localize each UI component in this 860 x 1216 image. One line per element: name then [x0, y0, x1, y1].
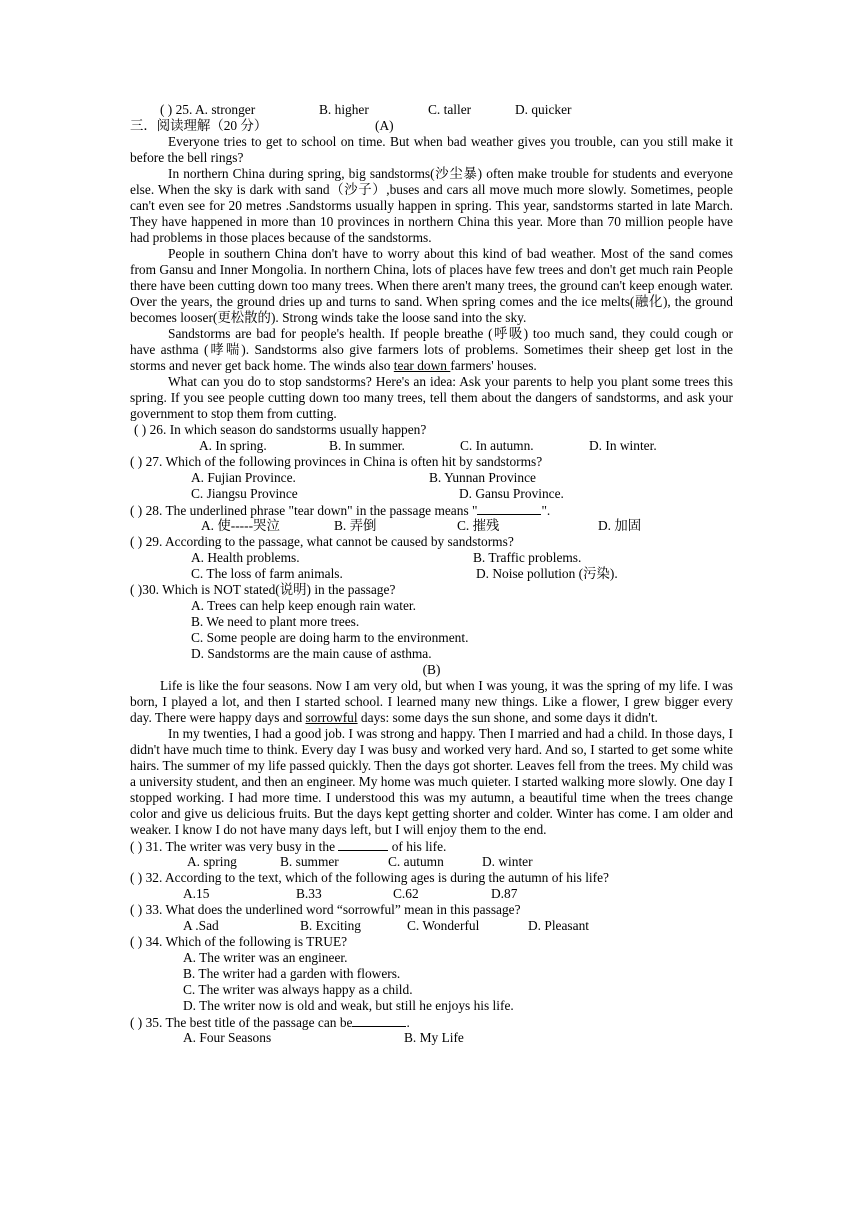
q30-option-c — [130, 630, 733, 646]
q27-options-row-2 — [130, 486, 733, 502]
question-35 — [130, 1014, 733, 1030]
q26-option-a: A. In spring. — [199, 438, 267, 453]
part-b-label: (B) — [422, 662, 441, 677]
underlined-word-sorrowful: sorrowful — [305, 710, 358, 725]
q32-option-d: D.87 — [491, 886, 518, 901]
q34-stem: ( ) 34. Which of the following is TRUE? — [130, 934, 348, 949]
q27-option-d: D. Gansu Province. — [459, 486, 564, 501]
q26-option-b: B. In summer. — [329, 438, 405, 453]
q34-option-c-text: C. The writer was always happy as a child. — [183, 982, 413, 997]
question-32 — [130, 870, 733, 886]
pb1-text: Life is like the four seasons. Now I am very old, but when I was young, it was the spring of my life. I was born, I played a lot, and then I started school. I learned many new things. Like a flower, I grew bigger every day. There were happy days and — [130, 678, 733, 725]
q28-option-b: B. 弄倒 — [334, 518, 377, 533]
q28-option-d: D. 加固 — [598, 518, 642, 533]
q31-option-b: B. summer — [280, 854, 339, 869]
q30-stem: ( )30. Which is NOT stated(说明) in the passage? — [130, 582, 396, 597]
q31-options — [130, 854, 733, 870]
q30-option-a-text: A. Trees can help keep enough rain water. — [191, 598, 416, 613]
q31-answer-blank — [338, 838, 388, 851]
q35-stem-end: . — [406, 1015, 410, 1030]
q28-option-a: A. 使-----哭泣 — [201, 518, 280, 533]
q27-option-a: A. Fujian Province. — [191, 470, 296, 485]
q25-option-b: B. higher — [319, 102, 369, 117]
question-34 — [130, 934, 733, 950]
passage-b-paragraph-2: In my twenties, I had a good job. I was strong and happy. Then I married and had a child. In those days, I didn't have much time to think. Every day I was busy and worked very hard. And so, I started to get some white hairs. The summer of my life passed quickly. Then the days got shorter. Leaves fell from the trees. My child was a university student, and then an engineer. My home was much quieter. I started walking more slowly. One day I stopped working. I had more time. I understood this was my autumn, a beautiful time when the trees change color and give us delicious fruits. But the days kept getting shorter and colder. Winter has come. I am older and weaker. I know I do not have many days left, but I will enjoy them to the end. — [130, 726, 733, 837]
question-26 — [130, 422, 733, 438]
q28-stem-text: ( ) 28. The underlined phrase "tear down" in the passage means " — [130, 503, 478, 518]
q35-option-b: B. My Life — [404, 1030, 464, 1045]
q25-option-d: D. quicker — [515, 102, 572, 117]
q33-stem: ( ) 33. What does the underlined word “sorrowful” mean in this passage? — [130, 902, 521, 917]
q27-option-b: B. Yunnan Province — [429, 470, 536, 485]
q28-stem — [130, 502, 550, 519]
q30-option-d-text: D. Sandstorms are the main cause of asthma. — [191, 646, 432, 661]
p4-text-end: farmers' houses. — [450, 358, 537, 373]
q34-option-b — [130, 966, 733, 982]
q35-option-a: A. Four Seasons — [183, 1030, 272, 1045]
q26-options — [130, 438, 733, 454]
q29-option-c: C. The loss of farm animals. — [191, 566, 343, 581]
q32-option-c: C.62 — [393, 886, 419, 901]
pb1-text-end: days: some days the sun shone, and some days it didn't. — [357, 710, 658, 725]
passage-b-paragraph-1 — [130, 678, 733, 726]
q33-options — [130, 918, 733, 934]
q31-stem-end: of his life. — [388, 839, 447, 854]
q32-options — [130, 886, 733, 902]
q30-option-b-text: B. We need to plant more trees. — [191, 614, 360, 629]
q30-option-a — [130, 598, 733, 614]
question-25 — [130, 102, 733, 118]
passage-a-paragraph-3: People in southern China don't have to worry about this kind of bad weather. Most of the sand comes from Gansu and Inner Mongolia. In northern China, lots of places have few trees and don't get much rain People there have been cutting down too many trees. When there aren't many trees, the ground can't keep enough water. Over the years, the ground dries up and turns to sand. When spring comes and the ice melts(融化), the ground becomes looser(更松散的). Strong winds take the loose sand into the sky. — [130, 246, 733, 325]
q28-options — [130, 518, 733, 534]
passage-a-paragraph-1: Everyone tries to get to school on time. But when bad weather gives you trouble, can you still make it before the bell rings? — [130, 134, 733, 165]
q34-option-d-text: D. The writer now is old and weak, but still he enjoys his life. — [183, 998, 514, 1013]
q26-option-c: C. In autumn. — [460, 438, 534, 453]
question-30 — [130, 582, 733, 598]
q25-stem: ( ) 25. A. stronger — [160, 102, 256, 117]
q33-option-d: D. Pleasant — [528, 918, 589, 933]
part-a-label: (A) — [375, 118, 394, 133]
exam-page — [130, 102, 733, 1046]
q31-stem — [130, 838, 446, 855]
q33-option-a: A .Sad — [183, 918, 219, 933]
q34-option-a — [130, 950, 733, 966]
q25-option-c: C. taller — [428, 102, 472, 117]
q31-option-a: A. spring — [187, 854, 237, 869]
q35-stem — [130, 1014, 410, 1031]
q32-stem: ( ) 32. According to the text, which of the following ages is during the autumn of his life? — [130, 870, 609, 885]
q28-option-c: C. 摧残 — [457, 518, 500, 533]
q29-option-b: B. Traffic problems. — [473, 550, 582, 565]
question-27 — [130, 454, 733, 470]
q30-option-b — [130, 614, 733, 630]
q28-answer-blank — [477, 502, 541, 515]
question-29 — [130, 534, 733, 550]
q31-stem-text: ( ) 31. The writer was very busy in the — [130, 839, 339, 854]
q32-option-a: A.15 — [183, 886, 210, 901]
underlined-phrase-tear-down: tear down — [393, 358, 451, 373]
q29-option-a: A. Health problems. — [191, 550, 300, 565]
question-33 — [130, 902, 733, 918]
q31-option-c: C. autumn — [388, 854, 444, 869]
question-28 — [130, 502, 733, 518]
section-header — [130, 118, 733, 134]
q28-stem-end: ". — [541, 503, 551, 518]
q27-options-row-1 — [130, 470, 733, 486]
passage-a-paragraph-2: In northern China during spring, big sandstorms(沙尘暴) often make trouble for students and everyone else. When the sky is dark with sand（沙子）,buses and cars all move much more slowly. Sometimes, people can't even see for 20 metres .Sandstorms usually happen in spring. This year, sandstorms started in late March. They have happened in more than 10 provinces in northern China this year. More than 70 million people have had problems in those places because of the sandstorms. — [130, 166, 733, 245]
section-title: 三．阅读理解（20 分） — [130, 118, 268, 133]
q34-option-b-text: B. The writer had a garden with flowers. — [183, 966, 401, 981]
q35-options — [130, 1030, 733, 1046]
q29-option-d: D. Noise pollution (污染). — [476, 566, 618, 581]
q34-option-c — [130, 982, 733, 998]
passage-a-paragraph-5: What can you do to stop sandstorms? Here's an idea: Ask your parents to help you plant some trees this spring. If you see people cutting down too many trees, tell them about the dangers of sandstorms, and ask your government to stop them from cutting. — [130, 374, 733, 421]
p4-text: Sandstorms are bad for people's health. If people breathe (呼吸) too much sand, they could cough or have asthma (哮喘). Sandstorms also give farmers lots of problems. Sometimes their sheep get lost in the storms and never get back home. The winds also — [130, 326, 733, 373]
q34-option-a-text: A. The writer was an engineer. — [183, 950, 348, 965]
q30-option-d — [130, 646, 733, 662]
q35-answer-blank — [352, 1014, 406, 1027]
q32-option-b: B.33 — [296, 886, 322, 901]
q26-option-d: D. In winter. — [589, 438, 657, 453]
q29-options-row-2 — [130, 566, 733, 582]
q27-option-c: C. Jiangsu Province — [191, 486, 298, 501]
q29-options-row-1 — [130, 550, 733, 566]
q33-option-b: B. Exciting — [300, 918, 361, 933]
q29-stem: ( ) 29. According to the passage, what cannot be caused by sandstorms? — [130, 534, 514, 549]
q30-option-c-text: C. Some people are doing harm to the environment. — [191, 630, 469, 645]
q34-option-d — [130, 998, 733, 1014]
q27-stem: ( ) 27. Which of the following provinces in China is often hit by sandstorms? — [130, 454, 543, 469]
question-31 — [130, 838, 733, 854]
passage-a-paragraph-4 — [130, 326, 733, 374]
q31-option-d: D. winter — [482, 854, 533, 869]
q33-option-c: C. Wonderful — [407, 918, 480, 933]
q35-stem-text: ( ) 35. The best title of the passage can be — [130, 1015, 353, 1030]
q26-stem: ( ) 26. In which season do sandstorms usually happen? — [134, 422, 427, 437]
